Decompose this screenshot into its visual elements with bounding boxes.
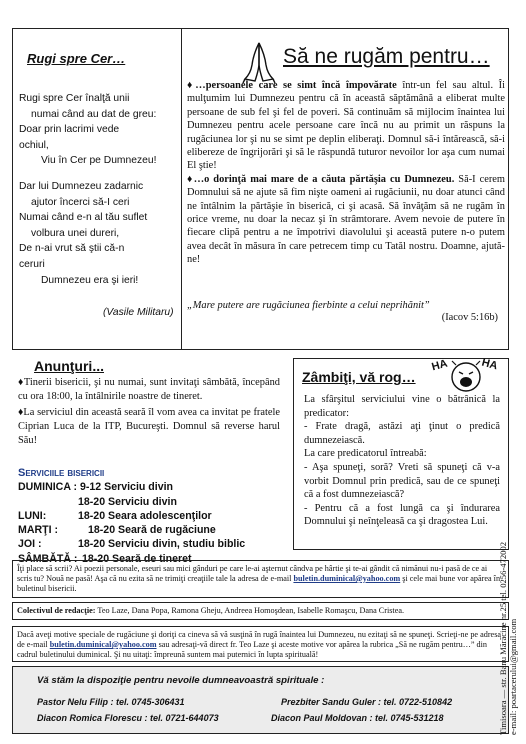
poem-line: numai când au dat de greu: [31, 108, 157, 120]
poem-line: ajutor încerci să-I ceri [31, 196, 130, 208]
bulletin-email-link[interactable]: buletin.duminical@yahoo.com [49, 640, 157, 649]
jokes-section [293, 358, 509, 550]
church-address: Timisoara — str. Banu Mărăcine nr.25 tel. 0256-472002 e-mail: poartacerului@gmail.com [498, 541, 518, 735]
announcements-title: Anunţuri... [34, 358, 104, 374]
top-section [12, 28, 509, 350]
pray-reference: (Iacov 5:16b) [441, 312, 498, 323]
poem-line: volbura unei dureri, [31, 227, 120, 239]
poem-line: Doar prin lacrimi vede [19, 124, 120, 136]
deacon-contact: Diacon Romica Florescu : tel. 0721-644073 [37, 713, 219, 723]
service-row: MARŢI : 18-20 Seară de rugăciune [18, 524, 216, 537]
poem-line: Dar lui Dumnezeu zadarnic [19, 180, 144, 192]
poem-title: Rugi spre Cer… [27, 51, 126, 66]
poem-line: Dumnezeu era şi ieri! [41, 274, 139, 286]
pray-item-2: ♦…o dorinţă mai mare de a căuta părtăşia cu Dumnezeu. Să-I cerem Domnului să ne ajute să fim nişte oameni ai rugăciunii, nu doar atunci când ne întâlnim la părtăşie în biserică, ci şi acasă. Să învăţăm să ne rugăm în orice vreme, nu doar la necaz şi în strâmtorare. Avem nevoie de putere în fiecare clipă pentru a ne împotrivi diavolului şi această putere n-o putem avea decât în măsura în care petrecem timp cu Tatăl nostru. Doamne, ajută-ne! [187, 173, 505, 266]
editorial-team-note: Colectivul de redacţie: Teo Laze, Dana Popa, Ramona Gheju, Andreea Homoşdean, Isabelle Romaşcu, Dana Cristea. [12, 602, 509, 620]
poem-line: Viu în Cer pe Dumnezeu! [41, 155, 157, 167]
contact-box [12, 666, 509, 734]
bulletin-email-link[interactable]: buletin.duminical@yahoo.com [293, 574, 401, 583]
prayer-requests-note: Dacă aveţi motive speciale de rugăciune şi doriţi ca cineva să vă susţină în rugă înaintea lui Dumnezeu, nu ezitaţi să ne spuneţi. Scrieţi-ne pe adresa de e-mail buletin.duminical@yahoo.com sau adresaţi-vă direct fr. Teo Laze şi aceste motive vor apărea la rubrica „Să ne rugăm pentru…” din cadrul buletinului duminical. Şi nu uitaţi: împreună suntem mai puternici în lupta spirituală! [12, 626, 509, 662]
elder-contact: Prezbiter Sandu Guler : tel. 0722-510842 [281, 697, 453, 707]
service-row: LUNI: 18-20 Seara adolescenţilor [18, 509, 212, 522]
svg-text:HA: HA [430, 357, 449, 374]
services-schedule [18, 466, 245, 566]
service-row: 18-20 Serviciu divin [78, 495, 177, 508]
poem-line: ochiul, [19, 139, 49, 151]
poem-line: De n-ai vrut să ştii că-n [19, 243, 125, 255]
poem-body [19, 91, 179, 288]
writers-invitation-note: Îţi place să scrii? Ai poezii personale, eseuri sau mici gânduri pe care le-ai aşternut cândva pe hârtie şi te-ai gândit că nimănui nu-i pasă de ce ai scris tu? Nouă ne pasă! Aşa că nu ezita să ne trimiţi creaţiile tale la adresa de e-mail buletin.duminical@yahoo.com şi cele mai bune vor apărea în buletinul bisericii. [12, 560, 509, 598]
pray-title: Să ne rugăm pentru… [283, 45, 490, 68]
pray-quote: „Mare putere are rugăciunea fierbinte a celui neprihănit” [187, 300, 430, 311]
laughing-face-icon [428, 351, 504, 395]
jokes-title: Zâmbiţi, vă rog… [302, 369, 416, 385]
poem-line: Numai când e-n al tău suflet [19, 212, 148, 224]
poem-line: Rugi spre Cer înalţă unii [19, 93, 130, 104]
service-row: SÂMBĂTĂ : 18-20 Seară de tineret [18, 552, 192, 565]
pray-body [187, 79, 505, 267]
announcements-body [18, 376, 280, 450]
deacon-contact: Diacon Paul Moldovan : tel. 0745-531218 [271, 713, 444, 723]
services-title: Serviciile bisericii [18, 467, 105, 479]
pray-item-1: ♦…persoanele care se simt încă împovărate într-un fel sau altul. Îi mulţumim lui Dumnezeu pentru că în această săptămână a eliberat multe persoane de sub fel şi fel de poveri. Să continuăm să mijlocim înaintea lui Dumnezeu pentru acele persoane care încă nu au primit un răspuns la rugăciunea lor şi nu se simt pe deplin eliberaţi. Domnul să-i întărească, să-i elibereze de îngrijorări şi să le răspundă tuturor nevoilor lor aşa cum numai El ştie! [187, 80, 505, 172]
svg-text:HA: HA [480, 356, 499, 373]
jokes-body: La sfârşitul serviciului vine o bătrânică la predicator: - Frate dragă, astăzi aţi ţinut o predică dumnezeiască. La care predicatorul întreabă: - Aşa spuneţi, soră? Vreti să spuneţi că v-a vorbit Domnul prin predică, sau de ce spuneţi că a fost dumnezeiască? - Pentru că a fost lungă ca şi îndurarea Domnului şi neînţeleasă ca şi dragostea Lui. [304, 394, 500, 528]
poem-line: ceruri [19, 258, 45, 270]
praying-hands-icon [239, 39, 279, 83]
service-row: JOI : 18-20 Serviciu divin, studiu biblic [18, 538, 246, 551]
announcement-item: ♦La serviciul din această seară îl vom avea ca invitat pe fratele Ciprian Luca de la ITP, Bucureşti. Domnul să reverse harul Său! [18, 407, 280, 446]
contact-title: Vă stăm la dispoziţie pentru nevoile dumneavoastră spirituale : [37, 675, 325, 686]
column-divider [181, 29, 182, 349]
pastor-contact: Pastor Nelu Filip : tel. 0745-306431 [37, 697, 185, 707]
announcement-item: ♦Tinerii bisericii, şi nu numai, sunt invitaţi sâmbătă, începând cu ora 18:00, la întâlnirile noastre de tineret. [18, 377, 280, 402]
service-row: DUMINICA : 9-12 Serviciu divin [18, 481, 174, 494]
poem-author: (Vasile Militaru) [103, 307, 174, 318]
